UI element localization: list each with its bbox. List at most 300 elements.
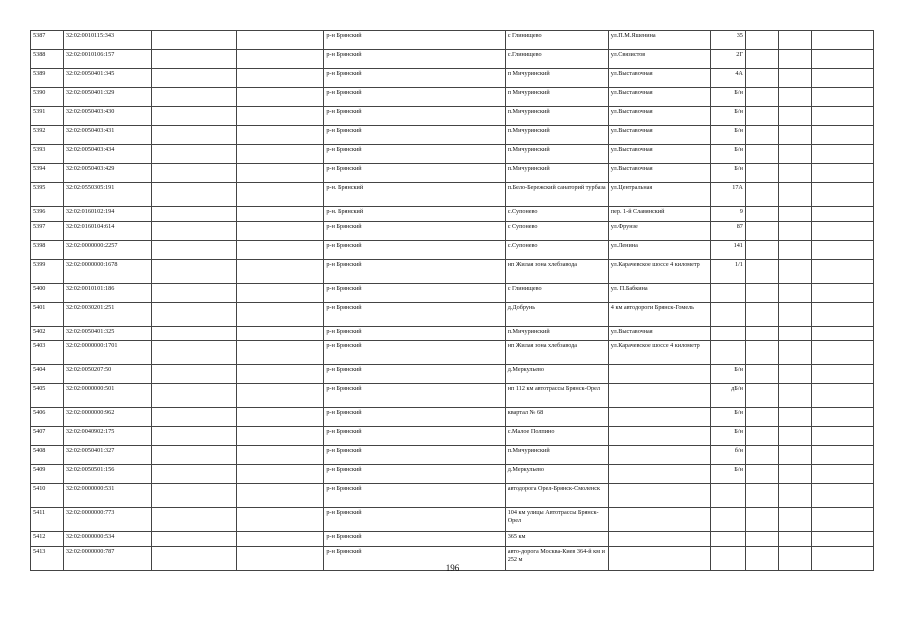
cell-p: 365 км: [505, 532, 608, 547]
cell-p: автодорога Орел-Брянск-Смоленск: [505, 484, 608, 508]
cell-h: [710, 508, 745, 532]
table-row: [31, 283, 874, 302]
cell-h: 1/1: [710, 259, 745, 283]
cell-n: 5402: [31, 326, 64, 341]
cell-n: 5404: [31, 365, 64, 384]
empty-cell: [745, 240, 778, 259]
empty-cell: [778, 341, 811, 365]
empty-cell: [237, 145, 324, 164]
cell-h: [710, 302, 745, 326]
empty-cell: [745, 532, 778, 547]
cell-h: Б/н: [710, 126, 745, 145]
cell-p: п Мичуринский: [505, 88, 608, 107]
cell-s: ул.Фрунзе: [608, 221, 710, 240]
cell-n: 5395: [31, 183, 64, 207]
empty-cell: [811, 107, 873, 126]
table-row: [31, 326, 874, 341]
cell-c: 32:02:0030201:251: [63, 302, 151, 326]
cell-c: 32:02:0000000:501: [63, 384, 151, 408]
empty-cell: [778, 88, 811, 107]
empty-cell: [745, 408, 778, 427]
table-row: [31, 408, 874, 427]
cell-n: 5396: [31, 207, 64, 222]
empty-cell: [778, 484, 811, 508]
empty-cell: [152, 259, 237, 283]
cell-s: ул.Выставочная: [608, 164, 710, 183]
empty-cell: [237, 465, 324, 484]
empty-cell: [745, 365, 778, 384]
table-row: [31, 126, 874, 145]
cell-d: р-н Брянский: [324, 31, 505, 50]
cell-s: ул.Выставочная: [608, 88, 710, 107]
cell-c: 32:02:0000000:787: [63, 546, 151, 570]
table-row: [31, 365, 874, 384]
cell-s: ул.Связистов: [608, 50, 710, 69]
table-row: [31, 221, 874, 240]
table-row: [31, 508, 874, 532]
empty-cell: [811, 484, 873, 508]
empty-cell: [237, 88, 324, 107]
cell-p: авто-дорога Москва-Киев 364-й км и 252 м: [505, 546, 608, 570]
cell-n: 5406: [31, 408, 64, 427]
empty-cell: [811, 69, 873, 88]
cell-h: Б/н: [710, 427, 745, 446]
cell-p: с Глинищево: [505, 31, 608, 50]
empty-cell: [237, 240, 324, 259]
empty-cell: [237, 532, 324, 547]
empty-cell: [237, 50, 324, 69]
empty-cell: [745, 283, 778, 302]
empty-cell: [237, 302, 324, 326]
cell-p: п.Мичуринский: [505, 145, 608, 164]
cell-h: 87: [710, 221, 745, 240]
empty-cell: [811, 326, 873, 341]
cell-p: д.Меркульево: [505, 465, 608, 484]
empty-cell: [237, 365, 324, 384]
empty-cell: [811, 164, 873, 183]
empty-cell: [152, 465, 237, 484]
cell-n: 5407: [31, 427, 64, 446]
table-row: [31, 302, 874, 326]
empty-cell: [237, 484, 324, 508]
cell-h: 4А: [710, 69, 745, 88]
cell-p: п.Мичуринский: [505, 326, 608, 341]
cell-s: [608, 427, 710, 446]
page-number: 196: [445, 563, 460, 573]
table-row: [31, 50, 874, 69]
cell-h: [710, 283, 745, 302]
empty-cell: [811, 183, 873, 207]
cell-c: 32:02:0550305:191: [63, 183, 151, 207]
cell-p: с.Супонево: [505, 240, 608, 259]
cell-h: 2Г: [710, 50, 745, 69]
empty-cell: [745, 302, 778, 326]
cell-h: [710, 532, 745, 547]
cell-h: Б/н: [710, 145, 745, 164]
cell-s: [608, 508, 710, 532]
empty-cell: [811, 88, 873, 107]
empty-cell: [778, 259, 811, 283]
cell-p: с Глинищево: [505, 283, 608, 302]
empty-cell: [778, 126, 811, 145]
cell-c: 32:02:0050401:329: [63, 88, 151, 107]
empty-cell: [237, 326, 324, 341]
cell-h: Б/н: [710, 107, 745, 126]
empty-cell: [811, 126, 873, 145]
empty-cell: [811, 259, 873, 283]
cell-d: р-н Брянский: [324, 50, 505, 69]
cell-s: ул.П.М.Яшенина: [608, 31, 710, 50]
empty-cell: [745, 31, 778, 50]
cell-n: 5391: [31, 107, 64, 126]
empty-cell: [745, 126, 778, 145]
empty-cell: [152, 107, 237, 126]
empty-cell: [745, 145, 778, 164]
cell-c: 32:02:0050403:429: [63, 164, 151, 183]
empty-cell: [745, 107, 778, 126]
cell-h: Б/н: [710, 164, 745, 183]
empty-cell: [152, 532, 237, 547]
empty-cell: [778, 384, 811, 408]
empty-cell: [778, 532, 811, 547]
cell-p: п.Бело-Бережский санаторий турбаза: [505, 183, 608, 207]
cell-c: 32:02:0050403:431: [63, 126, 151, 145]
empty-cell: [811, 532, 873, 547]
cell-d: р-н Брянский: [324, 283, 505, 302]
empty-cell: [745, 484, 778, 508]
cell-d: р-н Брянский: [324, 465, 505, 484]
table-body: [31, 31, 874, 571]
cell-c: 32:02:0010101:186: [63, 283, 151, 302]
empty-cell: [237, 508, 324, 532]
cell-s: [608, 446, 710, 465]
empty-cell: [778, 164, 811, 183]
empty-cell: [811, 283, 873, 302]
cell-n: 5405: [31, 384, 64, 408]
cell-c: 32:02:0050401:345: [63, 69, 151, 88]
cell-d: р-н Брянский: [324, 427, 505, 446]
empty-cell: [745, 88, 778, 107]
empty-cell: [811, 341, 873, 365]
cell-d: р-н Брянский: [324, 341, 505, 365]
empty-cell: [237, 427, 324, 446]
cell-d: р-н Брянский: [324, 546, 505, 570]
empty-cell: [152, 283, 237, 302]
empty-cell: [811, 31, 873, 50]
cell-p: нп Жилая зона хлебзавода: [505, 341, 608, 365]
cell-p: 104 км улицы Автотрассы Брянск-Орел: [505, 508, 608, 532]
empty-cell: [811, 427, 873, 446]
cell-c: 32:02:0050401:327: [63, 446, 151, 465]
empty-cell: [811, 365, 873, 384]
cell-c: 32:02:0050501:156: [63, 465, 151, 484]
cell-h: 17А: [710, 183, 745, 207]
table-row: [31, 207, 874, 222]
empty-cell: [811, 302, 873, 326]
empty-cell: [237, 207, 324, 222]
empty-cell: [152, 508, 237, 532]
empty-cell: [152, 207, 237, 222]
empty-cell: [745, 69, 778, 88]
empty-cell: [778, 69, 811, 88]
empty-cell: [745, 508, 778, 532]
empty-cell: [778, 408, 811, 427]
empty-cell: [237, 126, 324, 145]
cell-d: р-н Брянский: [324, 240, 505, 259]
cell-d: р-н Брянский: [324, 88, 505, 107]
cell-p: д.Добрунь: [505, 302, 608, 326]
cell-n: 5394: [31, 164, 64, 183]
empty-cell: [237, 221, 324, 240]
empty-cell: [778, 221, 811, 240]
table-row: [31, 145, 874, 164]
table-row: [31, 107, 874, 126]
empty-cell: [237, 408, 324, 427]
cell-h: [710, 341, 745, 365]
cell-s: [608, 365, 710, 384]
empty-cell: [152, 69, 237, 88]
cell-d: р-н Брянский: [324, 446, 505, 465]
cell-d: р-н Брянский: [324, 221, 505, 240]
empty-cell: [811, 207, 873, 222]
empty-cell: [152, 31, 237, 50]
cell-n: 5408: [31, 446, 64, 465]
empty-cell: [745, 384, 778, 408]
table-row: [31, 69, 874, 88]
cell-s: ул.Карачевское шоссе 4 километр: [608, 259, 710, 283]
empty-cell: [745, 326, 778, 341]
empty-cell: [237, 107, 324, 126]
empty-cell: [152, 240, 237, 259]
cell-h: [710, 326, 745, 341]
cell-d: р-н Брянский: [324, 126, 505, 145]
table-row: [31, 31, 874, 50]
empty-cell: [237, 183, 324, 207]
empty-cell: [745, 341, 778, 365]
cell-d: р-н Брянский: [324, 484, 505, 508]
empty-cell: [152, 384, 237, 408]
cell-n: 5393: [31, 145, 64, 164]
cell-h: [710, 484, 745, 508]
cell-n: 5390: [31, 88, 64, 107]
cell-c: 32:02:0160102:194: [63, 207, 151, 222]
cell-c: 32:02:0000000:2257: [63, 240, 151, 259]
empty-cell: [152, 50, 237, 69]
empty-cell: [745, 207, 778, 222]
cell-c: 32:02:0160104:614: [63, 221, 151, 240]
empty-cell: [811, 508, 873, 532]
cell-p: с.Глинищево: [505, 50, 608, 69]
cell-p: п Мичуринский: [505, 69, 608, 88]
cell-n: 5403: [31, 341, 64, 365]
empty-cell: [745, 221, 778, 240]
empty-cell: [152, 221, 237, 240]
cell-p: нп Жилая зона хлебзавода: [505, 259, 608, 283]
cell-c: 32:02:0000000:962: [63, 408, 151, 427]
cell-h: 35: [710, 31, 745, 50]
cell-d: р-н Брянский: [324, 145, 505, 164]
cell-p: с.Малое Полпино: [505, 427, 608, 446]
cell-s: ул.Выставочная: [608, 145, 710, 164]
empty-cell: [778, 107, 811, 126]
cell-s: [608, 384, 710, 408]
table-row: [31, 240, 874, 259]
empty-cell: [237, 164, 324, 183]
cell-n: 5413: [31, 546, 64, 570]
cell-d: р-н. Брянский: [324, 183, 505, 207]
cell-h: 141: [710, 240, 745, 259]
cell-s: [608, 532, 710, 547]
cell-d: р-н Брянский: [324, 302, 505, 326]
cell-p: п.Мичуринский: [505, 126, 608, 145]
cell-s: [608, 408, 710, 427]
cell-n: 5412: [31, 532, 64, 547]
cell-p: с.Супонево: [505, 207, 608, 222]
table-row: [31, 164, 874, 183]
cell-d: р-н Брянский: [324, 508, 505, 532]
empty-cell: [745, 465, 778, 484]
cell-d: р-н Брянский: [324, 532, 505, 547]
table-row: [31, 484, 874, 508]
cell-s: ул.Выставочная: [608, 69, 710, 88]
empty-cell: [152, 302, 237, 326]
empty-cell: [152, 446, 237, 465]
cell-c: 32:02:0050403:434: [63, 145, 151, 164]
empty-cell: [237, 69, 324, 88]
cell-n: 5409: [31, 465, 64, 484]
empty-cell: [152, 145, 237, 164]
table-row: [31, 465, 874, 484]
empty-cell: [778, 145, 811, 164]
cell-c: 32:02:0010115:343: [63, 31, 151, 50]
empty-cell: [778, 207, 811, 222]
cell-n: 5399: [31, 259, 64, 283]
empty-cell: [745, 164, 778, 183]
empty-cell: [811, 446, 873, 465]
cell-h: дБ/н: [710, 384, 745, 408]
cell-s: [608, 465, 710, 484]
empty-cell: [811, 240, 873, 259]
cell-s: ул.Ленина: [608, 240, 710, 259]
empty-cell: [237, 446, 324, 465]
empty-cell: [811, 408, 873, 427]
register-table: [30, 30, 874, 571]
cell-c: 32:02:0000000:534: [63, 532, 151, 547]
empty-cell: [745, 183, 778, 207]
cell-h: Б/н: [710, 365, 745, 384]
empty-cell: [152, 341, 237, 365]
empty-cell: [152, 427, 237, 446]
empty-cell: [778, 302, 811, 326]
cell-c: 32:02:0050401:325: [63, 326, 151, 341]
table-row: [31, 88, 874, 107]
empty-cell: [778, 240, 811, 259]
cell-s: ул.Центральная: [608, 183, 710, 207]
cell-d: р-н Брянский: [324, 69, 505, 88]
empty-cell: [778, 183, 811, 207]
table-row: [31, 183, 874, 207]
empty-cell: [152, 365, 237, 384]
cell-p: квартал № 68: [505, 408, 608, 427]
empty-cell: [152, 183, 237, 207]
cell-d: р-н Брянский: [324, 326, 505, 341]
cell-n: 5411: [31, 508, 64, 532]
table-row: [31, 259, 874, 283]
empty-cell: [778, 31, 811, 50]
empty-cell: [745, 259, 778, 283]
empty-cell: [152, 126, 237, 145]
cell-c: 32:02:0050207:50: [63, 365, 151, 384]
cell-s: 4 км автодороги Брянск-Гомель: [608, 302, 710, 326]
cell-n: 5392: [31, 126, 64, 145]
cell-d: р-н. Брянский: [324, 207, 505, 222]
cell-p: с Супонево: [505, 221, 608, 240]
cell-n: 5388: [31, 50, 64, 69]
empty-cell: [778, 326, 811, 341]
cell-d: р-н Брянский: [324, 408, 505, 427]
cell-h: Б/н: [710, 408, 745, 427]
cell-h: 9: [710, 207, 745, 222]
cell-p: п.Мичуринский: [505, 164, 608, 183]
cell-n: 5397: [31, 221, 64, 240]
cell-s: ул.Выставочная: [608, 326, 710, 341]
table-row: [31, 427, 874, 446]
cell-s: пер. 1-й Славянский: [608, 207, 710, 222]
cell-c: 32:02:0000000:1701: [63, 341, 151, 365]
cell-s: ул.Карачевское шоссе 4 километр: [608, 341, 710, 365]
cell-d: р-н Брянский: [324, 164, 505, 183]
table-row: [31, 384, 874, 408]
cell-h: Б/н: [710, 88, 745, 107]
table-row: [31, 446, 874, 465]
empty-cell: [745, 446, 778, 465]
empty-cell: [778, 465, 811, 484]
empty-cell: [152, 88, 237, 107]
cell-c: 32:02:0000000:1678: [63, 259, 151, 283]
cell-s: ул.Выставочная: [608, 107, 710, 126]
empty-cell: [152, 164, 237, 183]
cell-s: [608, 484, 710, 508]
empty-cell: [811, 384, 873, 408]
cell-p: нп 112 км автотрассы Брянск-Орел: [505, 384, 608, 408]
empty-cell: [778, 365, 811, 384]
empty-cell: [152, 326, 237, 341]
empty-cell: [811, 221, 873, 240]
empty-cell: [811, 465, 873, 484]
cell-s: ул.Выставочная: [608, 126, 710, 145]
cell-h: б/н: [710, 446, 745, 465]
empty-cell: [237, 259, 324, 283]
empty-cell: [237, 283, 324, 302]
empty-cell: [745, 50, 778, 69]
empty-cell: [778, 50, 811, 69]
cell-c: 32:02:0010106:157: [63, 50, 151, 69]
cell-p: д.Меркульево: [505, 365, 608, 384]
empty-cell: [778, 508, 811, 532]
empty-cell: [811, 50, 873, 69]
cell-n: 5389: [31, 69, 64, 88]
cell-d: р-н Брянский: [324, 107, 505, 126]
empty-cell: [745, 427, 778, 446]
cell-d: р-н Брянский: [324, 384, 505, 408]
cell-h: Б/н: [710, 465, 745, 484]
empty-cell: [152, 408, 237, 427]
cell-s: ул. П.Бабкина: [608, 283, 710, 302]
cell-n: 5398: [31, 240, 64, 259]
empty-cell: [152, 484, 237, 508]
empty-cell: [237, 341, 324, 365]
cell-p: п.Мичуринский: [505, 107, 608, 126]
